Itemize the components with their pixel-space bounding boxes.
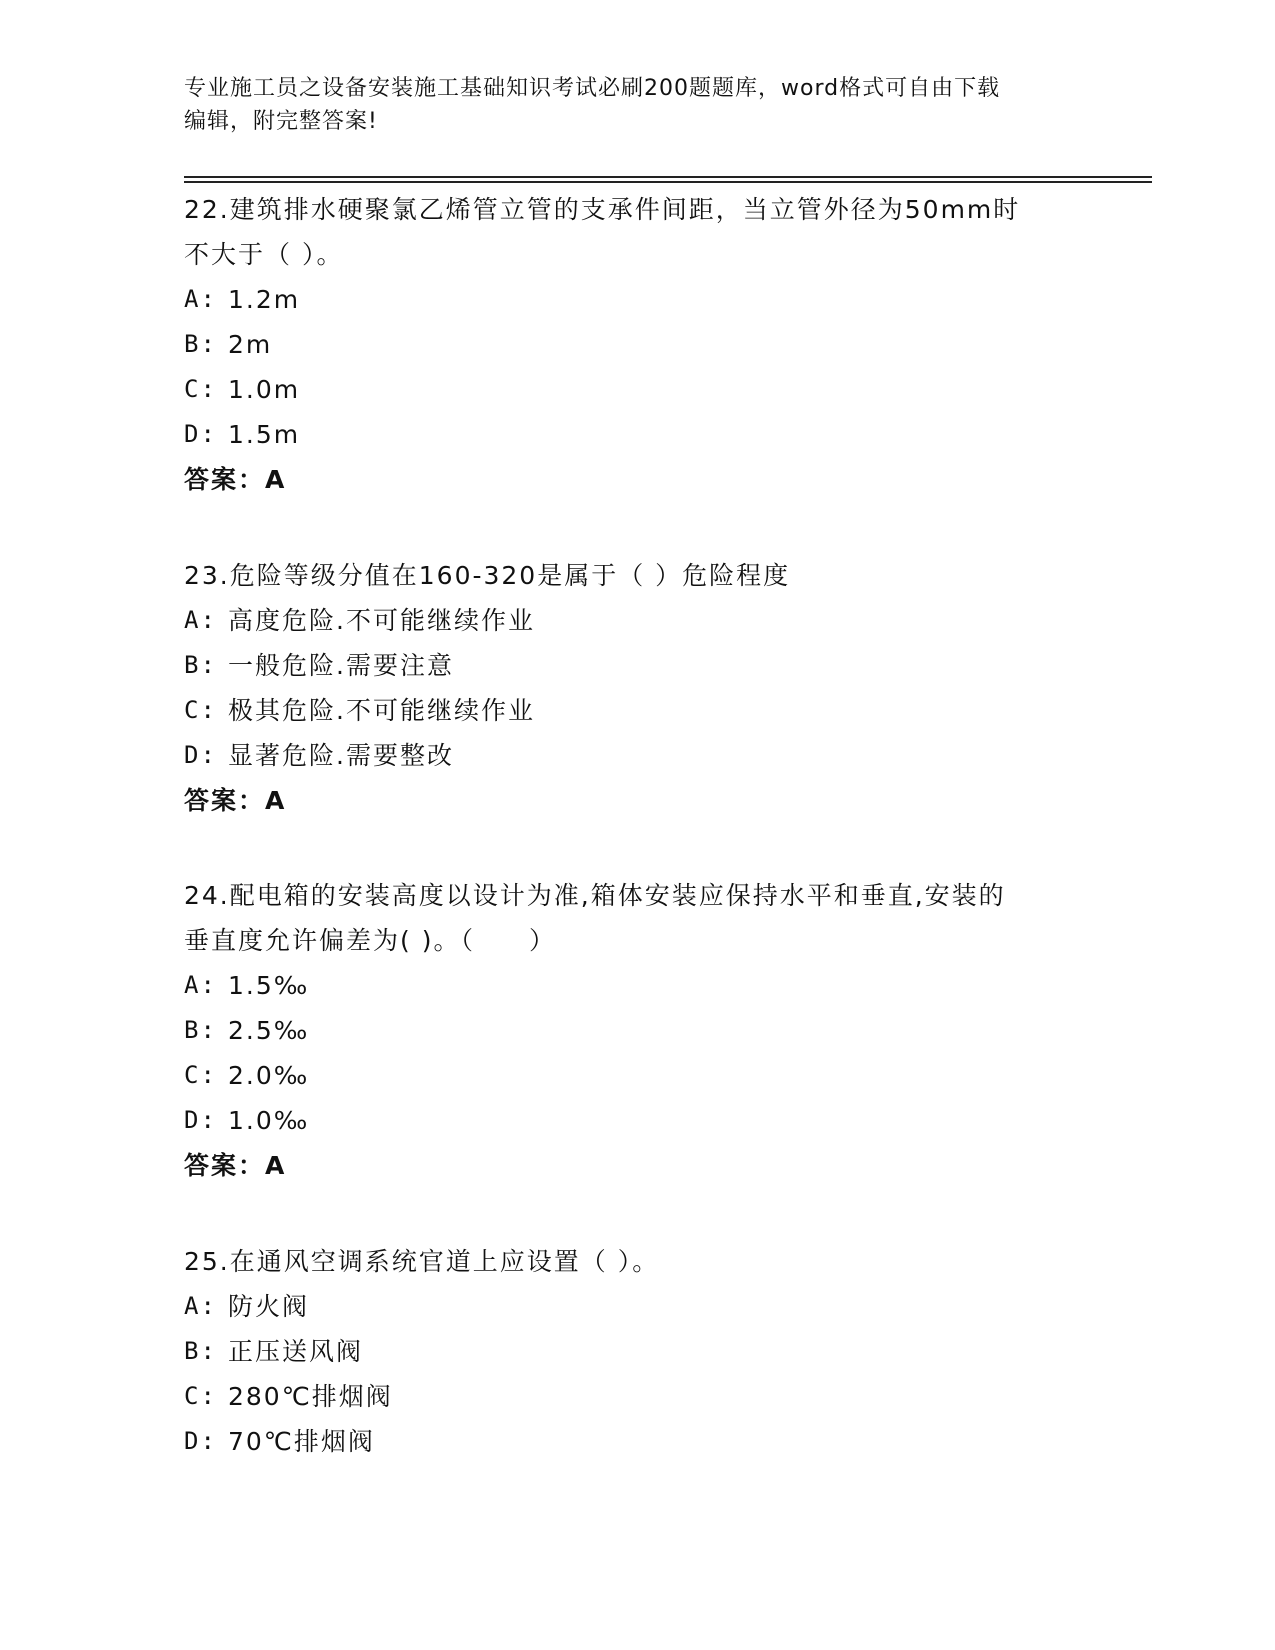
option-text: 1.0‰ — [228, 1106, 310, 1135]
option-text: 2.5‰ — [228, 1016, 310, 1045]
option-text: 高度危险.不可能继续作业 — [228, 606, 535, 635]
question-25 — [184, 1239, 1074, 1464]
option-a — [184, 277, 1074, 322]
question-stem-line-1: 23.危险等级分值在160-320是属于（ ）危险程度 — [184, 561, 791, 590]
header-line-2: 编辑，附完整答案! — [184, 109, 378, 134]
option-letter: C: — [184, 375, 217, 403]
option-letter: A: — [184, 285, 217, 313]
header-divider-top — [184, 176, 1152, 178]
option-d — [184, 1098, 1074, 1143]
question-24 — [184, 873, 1074, 1188]
option-text: 70℃排烟阀 — [228, 1427, 375, 1456]
option-letter: C: — [184, 1061, 217, 1089]
option-text: 防火阀 — [228, 1292, 310, 1321]
option-letter: D: — [184, 1106, 217, 1134]
option-b — [184, 643, 1074, 688]
question-stem-line-2: 不大于（ ）。 — [184, 240, 344, 269]
option-letter: B: — [184, 330, 217, 358]
option-text: 正压送风阀 — [228, 1337, 364, 1366]
option-text: 极其危险.不可能继续作业 — [228, 696, 535, 725]
option-letter: B: — [184, 651, 217, 679]
option-c — [184, 367, 1074, 412]
question-22 — [184, 187, 1074, 502]
option-letter: A: — [184, 1292, 217, 1320]
question-stem-line-1: 24.配电箱的安装高度以设计为准,箱体安装应保持水平和垂直,安装的 — [184, 881, 1006, 910]
option-letter: B: — [184, 1337, 217, 1365]
option-text: 1.0m — [228, 375, 301, 404]
answer-label: 答案：A — [184, 1151, 287, 1180]
question-23 — [184, 553, 1074, 823]
option-a — [184, 1284, 1074, 1329]
option-text: 2m — [228, 330, 273, 359]
option-letter: A: — [184, 606, 217, 634]
header-line-1: 专业施工员之设备安装施工基础知识考试必刷200题题库，word格式可自由下载 — [184, 76, 1001, 101]
question-stem-line-1: 25.在通风空调系统官道上应设置（ ）。 — [184, 1247, 660, 1276]
option-c — [184, 1374, 1074, 1419]
answer-label: 答案：A — [184, 786, 287, 815]
answer-label: 答案：A — [184, 465, 287, 494]
option-letter: D: — [184, 420, 217, 448]
option-b — [184, 1329, 1074, 1374]
document-header — [184, 72, 1064, 138]
option-a — [184, 963, 1074, 1008]
option-letter: C: — [184, 1382, 217, 1410]
option-text: 显著危险.需要整改 — [228, 741, 454, 770]
option-d — [184, 1419, 1074, 1464]
option-letter: D: — [184, 741, 217, 769]
option-text: 2.0‰ — [228, 1061, 310, 1090]
header-divider-bottom — [184, 181, 1152, 183]
option-text: 一般危险.需要注意 — [228, 651, 454, 680]
option-c — [184, 688, 1074, 733]
option-text: 1.5‰ — [228, 971, 310, 1000]
option-text: 1.5m — [228, 420, 301, 449]
option-b — [184, 1008, 1074, 1053]
option-letter: C: — [184, 696, 217, 724]
option-letter: A: — [184, 971, 217, 999]
option-text: 1.2m — [228, 285, 301, 314]
option-b — [184, 322, 1074, 367]
option-letter: D: — [184, 1427, 217, 1455]
option-d — [184, 733, 1074, 778]
option-text: 280℃排烟阀 — [228, 1382, 393, 1411]
option-letter: B: — [184, 1016, 217, 1044]
option-c — [184, 1053, 1074, 1098]
question-stem-line-1: 22.建筑排水硬聚氯乙烯管立管的支承件间距，当立管外径为50mm时 — [184, 195, 1021, 224]
option-d — [184, 412, 1074, 457]
question-stem-line-2: 垂直度允许偏差为( )。（ ） — [184, 926, 556, 955]
option-a — [184, 598, 1074, 643]
